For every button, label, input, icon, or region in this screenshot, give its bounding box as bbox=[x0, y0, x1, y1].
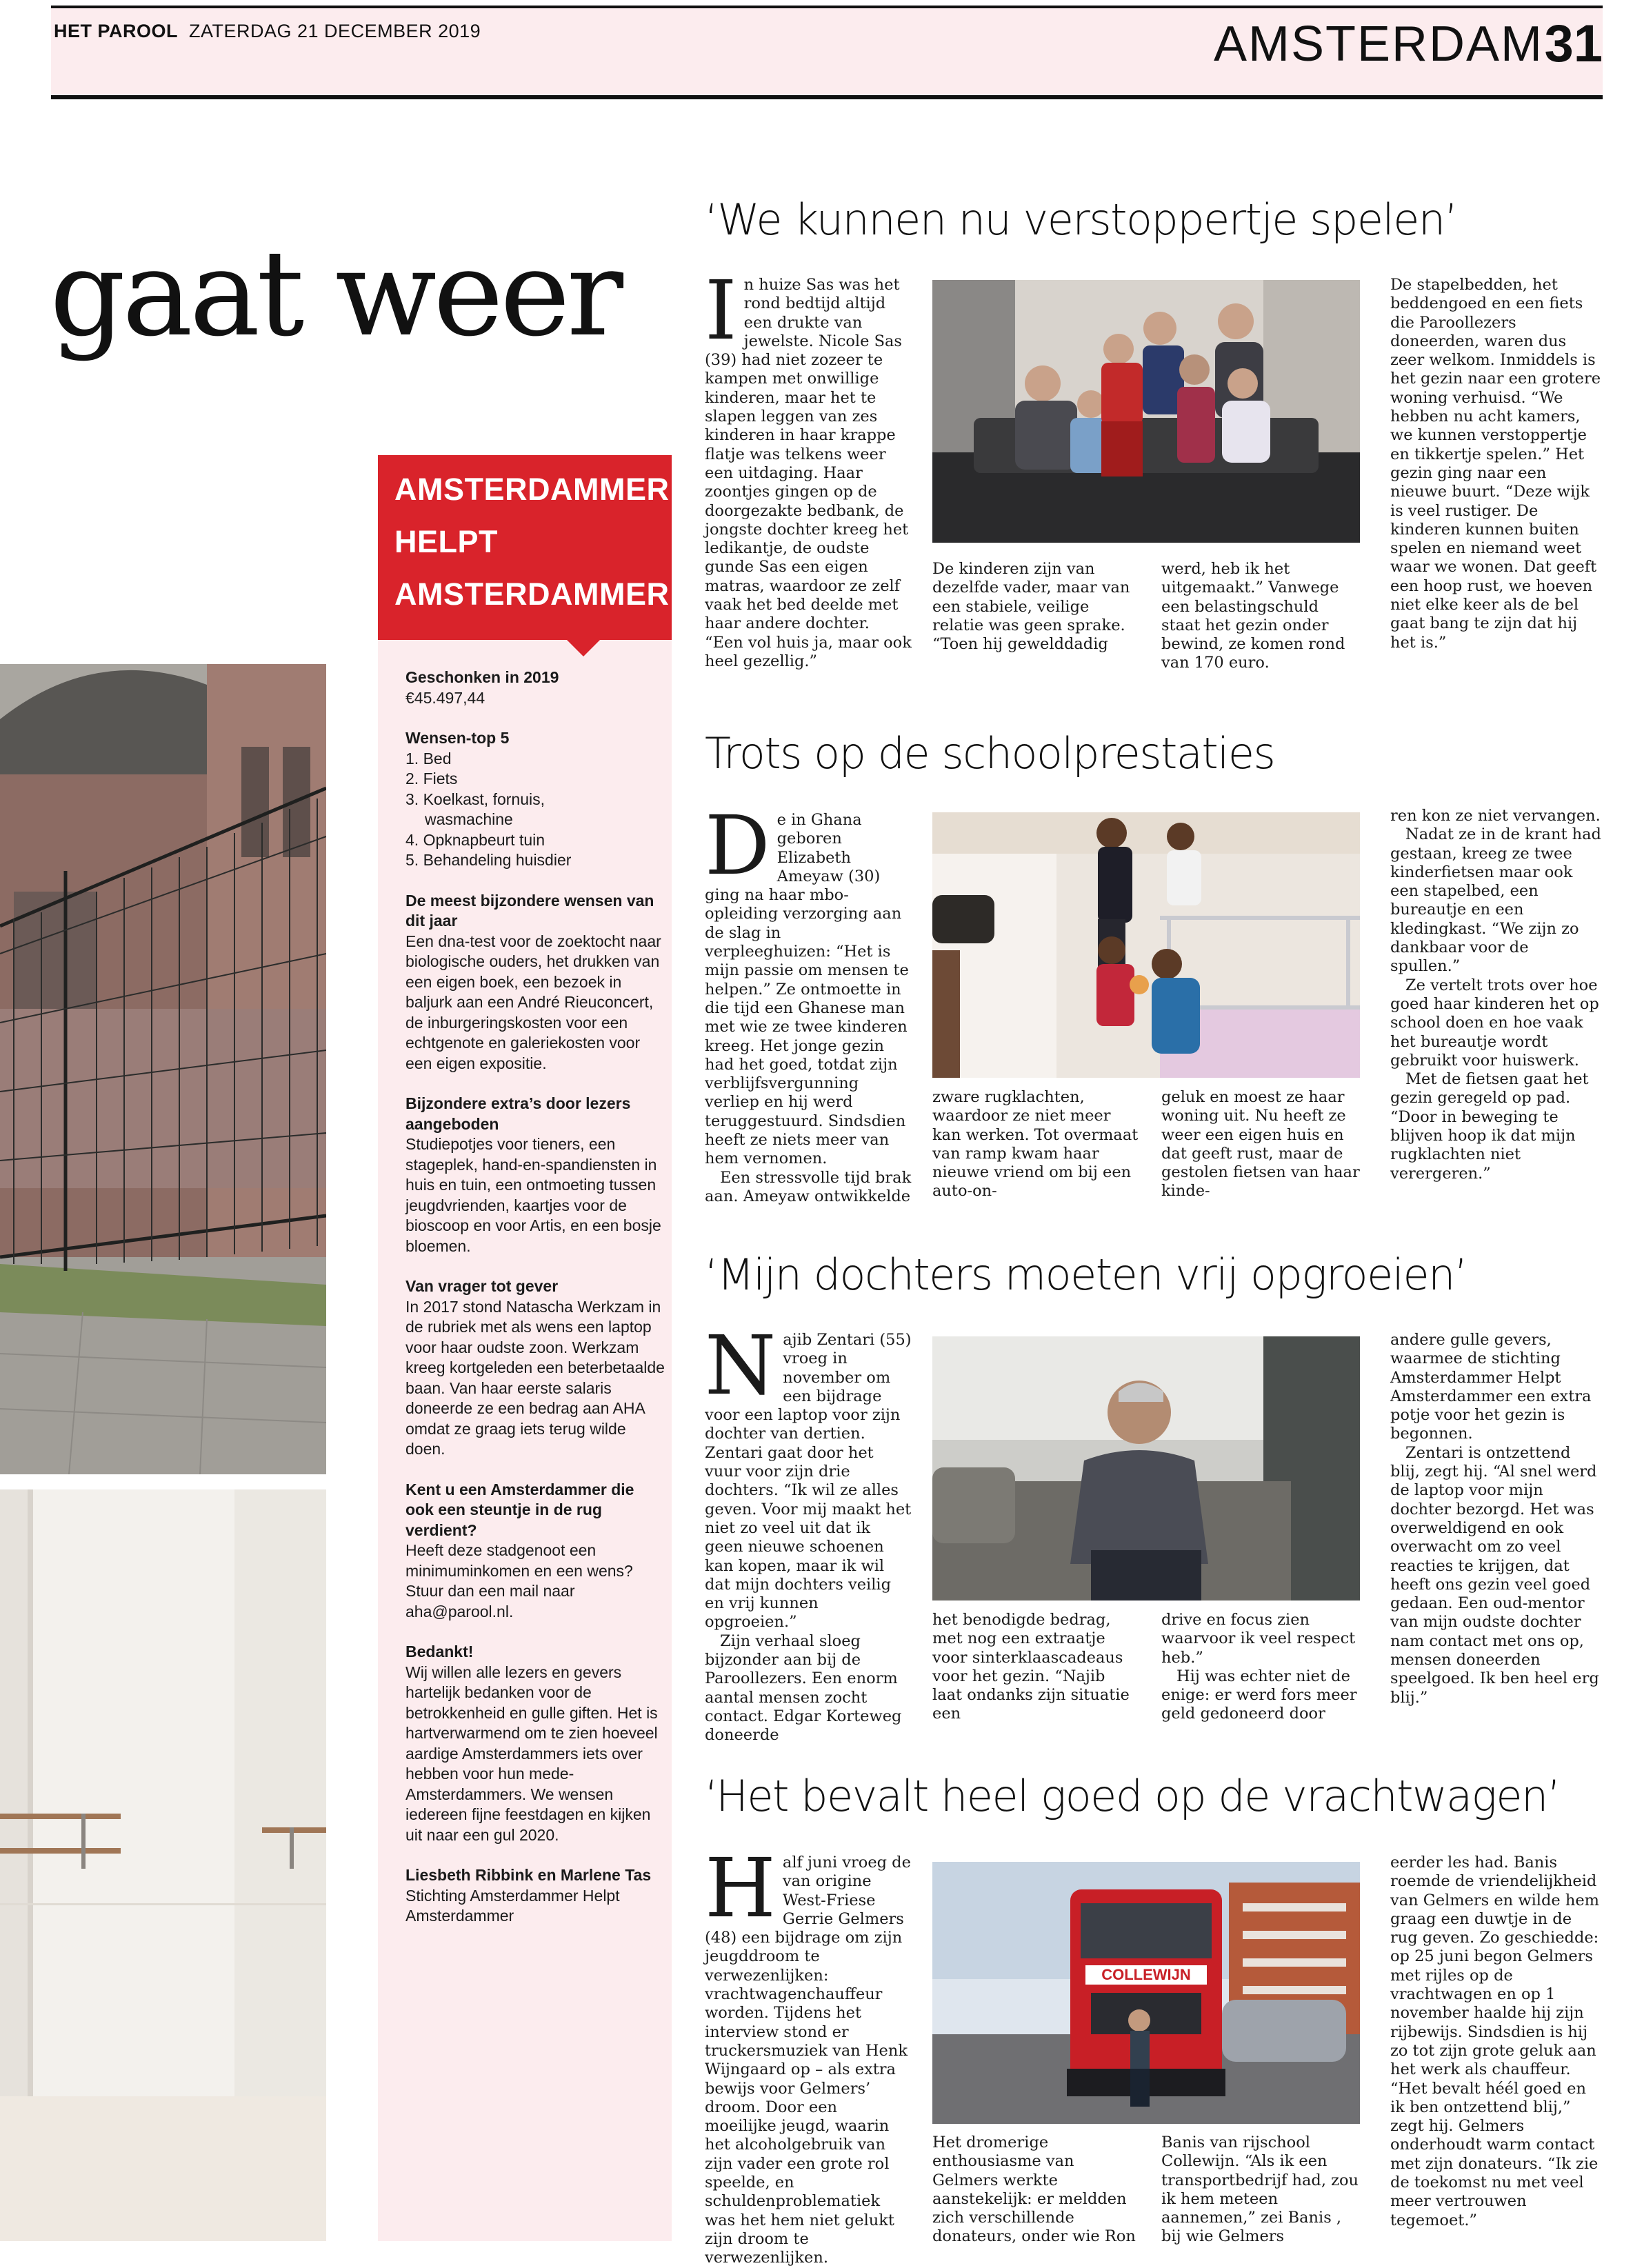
article-title: ‘Mijn dochters moeten vrij opgroeien’ bbox=[705, 1250, 1467, 1300]
family-ameyaw-photo bbox=[932, 812, 1360, 1078]
masthead-line bbox=[54, 21, 481, 42]
sidebar-text bbox=[405, 668, 666, 1947]
family-sas-photo bbox=[932, 280, 1360, 543]
paper-name: HET PAROOL bbox=[54, 21, 178, 41]
article-column bbox=[932, 560, 1139, 654]
top5-item bbox=[405, 810, 666, 830]
article-title: ‘Het bevalt heel goed op de vrachtwagen’ bbox=[705, 1771, 1561, 1821]
giver-heading: Van vrager tot gever bbox=[405, 1277, 559, 1295]
column-text: zware rugklachten, waardoor ze niet meer kan werken. Tot overmaat van ramp kwam haar nieuwe vriend om bij een auto-on- bbox=[932, 1088, 1139, 1201]
extras-heading: Bijzondere extra’s door lezers aangeboden bbox=[405, 1094, 631, 1133]
article-column bbox=[705, 1318, 912, 1745]
column-text: ajib Zentari (55) vroeg in november om een bijdrage voor een laptop voor zijn dochter van dertien. Zentari gaat door het vuur voor zijn drie dochters. “Ik wil ze alles geven. Voor mij maakt het niet zo veel uit dat ik geen nieuwe schoenen kan kopen, maar ik wil dat mijn dochters veilig en vrij kunnen opgroeien.” bbox=[705, 1331, 912, 1632]
article-column bbox=[932, 1611, 1139, 1724]
column-text: geluk en moest ze haar woning uit. Nu heeft ze weer een eigen huis en dat geeft rust, maar de gestolen fietsen van haar kinde- bbox=[1161, 1088, 1360, 1201]
thanks-heading: Bedankt! bbox=[405, 1643, 474, 1660]
column-text: Het dromerige enthousiasme van Gelmers werkte aanstekelijk: er meldden zich verschillende donateurs, onder wie Ron bbox=[932, 2134, 1136, 2246]
top5-item: 4. Opknapbeurt tuin bbox=[405, 830, 545, 849]
column-text: het benodigde bedrag, met nog een extraatje voor sinterklaascadeaus voor het gezin. “Najib laat ondanks zijn situatie een bbox=[932, 1611, 1130, 1723]
column-text: eerder les had. Banis roemde de vriendelijkheid van Gelmers en wilde hem graag een duwtje in de rug geven. Zo geschiedde: op 25 juni begon Gelmers met rijles op de vrachtwagen en op 1 november haalde hij zijn rijbewijs. Sindsdien is hij zo tot zijn grote geluk aan het werk als chauffeur. “Het bevalt héél goed en ik ben ontzettend blij,” zegt hij. Gelmers onderhoudt warm contact met zijn donateurs. “Ik zie de toekomst nu met veel meer vertrouwen tegemoet.” bbox=[1390, 1854, 1599, 2229]
column-text: drive en focus zien waarvoor ik veel respect heb.” bbox=[1161, 1611, 1356, 1667]
column-text: Ze vertelt trots over hoe goed haar kinderen het op school doen en hoe vaak het bureautje wordt gebruikt voor huiswerk. bbox=[1390, 976, 1599, 1070]
truck-logo-text: COLLEWIJN bbox=[1101, 1966, 1191, 1983]
column-text: Nadat ze in de krant had gestaan, kreeg ze twee kinderfietsen maar ook een stapelbed, een bureautje en een kledingkast. “We zijn zo dankbaar voor de spullen.” bbox=[1390, 825, 1601, 976]
column-text: n huize Sas was het rond bedtijd altijd een drukte van jewelste. Nicole Sas (39) had niet zozeer te kampen met onwillige kinderen, maar het te slapen leggen van zes kinderen in haar krappe flatje was telkens weer een uitdaging. Haar zoontjes gingen op de doorgezakte bedbank, de jongste dochter kreeg het ledikantje, de oudste gunde Sas een eigen matras, waardoor ze zelf vaak het bed deelde met haar andere dochter. “Een vol huis ja, maar ook heel gezellig.” bbox=[705, 276, 912, 670]
thanks-text: Wij willen alle lezers en gevers hartelijk bedanken voor de betrokkenheid en gulle giften. Het is hartverwarmend om te zien hoeveel aardige Amsterdammers iets over hebben voor hun mede-Amsterdammers. We wensen iedereen fijne feestdagen en kijken uit naar een gul 2020. bbox=[405, 1663, 658, 1844]
top5-item: 1. Bed bbox=[405, 749, 452, 767]
special-text: Een dna-test voor de zoektocht naar biologische ouders, het drukken van een eigen boek, een bezoek in baljurk aan een André Rieuconcert, de inburgeringskosten voor een echtgenote en galeriekosten voor een eigen expositie. bbox=[405, 932, 661, 1072]
article-column bbox=[705, 263, 912, 671]
top5-item: 5. Behandeling huisdier bbox=[405, 851, 572, 869]
article-column bbox=[1390, 276, 1601, 652]
article-title: Trots op de schoolprestaties bbox=[705, 728, 1275, 779]
article-column bbox=[705, 1840, 912, 2268]
column-text: Zijn verhaal sloeg bijzonder aan bij de Paroollezers. Een enorm aantal mensen zocht contact. Edgar Korteweg doneerde bbox=[705, 1632, 902, 1745]
column-text: De kinderen zijn van dezelfde vader, maar van een stabiele, veilige relatie was geen sprake. “Toen hij gewelddadig bbox=[932, 560, 1130, 654]
top5-label: Wensen-top 5 bbox=[405, 729, 510, 747]
drop-cap: I bbox=[705, 263, 737, 358]
column-text: e in Ghana geboren Elizabeth Ameyaw (30) ging na haar mbo-opleiding verzorging aan de slag in verpleeghuizen: “Het is mijn passie om mensen te helpen.” Ze ontmoette in die tijd een Ghanese man met wie ze twee kinderen kreeg. Het jonge gezin had het goed, totdat zijn verblijfsvergunning verliep en hij werd teruggestuurd. Sindsdien heeft ze niets meer van hem vernomen. bbox=[705, 811, 909, 1168]
column-text: Zentari is ontzettend blij, zegt hij. “Al snel werd de laptop voor mijn dochter bezorgd. Het was overweldigend en ook overwacht om zo veel reacties te krijgen, dat heeft ons gezin veel goed gedaan. Een oud-mentor van mijn oudste dochter nam contact met ons op, mensen doneerden speelgoed. Ik ben heel erg blij.” bbox=[1390, 1443, 1599, 1707]
column-text: Hij was echter niet de enige: er werd fors meer geld gedoneerd door bbox=[1161, 1667, 1357, 1723]
column-text: andere gulle gevers, waarmee de stichting Amsterdammer Helpt Amsterdammer een extra potje voor het gezin is begonnen. bbox=[1390, 1331, 1592, 1443]
drop-cap: H bbox=[705, 1840, 776, 1936]
article-column bbox=[1161, 1611, 1361, 1724]
sidebar-title-line: AMSTERDAMMER bbox=[394, 576, 670, 612]
signature-names: Liesbeth Ribbink en Marlene Tas bbox=[405, 1866, 652, 1884]
drop-cap: D bbox=[705, 798, 770, 893]
extras-text: Studiepotjes voor tieners, een stageplek, hand-en-spandiensten in huis en tuin, een ontmoeting tussen jeugdvrienden, kaartjes voor de bioscoop en voor Artis, en een bosje bloemen. bbox=[405, 1135, 661, 1255]
article-column bbox=[1161, 560, 1361, 673]
column-text: alf juni vroeg de van origine West-Friese Gerrie Gelmers (48) een bijdrage om zijn jeugddroom te verwezenlijken: vrachtwagenchauffeur worden. Tijdens het interview stond er truckersmuziek van Henk Wijngaard op – als extra bewijs voor Gelmers’ droom. Door een moeilijke jeugd, waarin het alcoholgebruik van zijn vader een grote rol speelde, en schuldenproblematiek was het hem niet gelukt zijn droom te verwezenlijken. bbox=[705, 1854, 911, 2267]
know-text: Heeft deze stadgenoot een minimuminkomen en een wens? Stuur dan een mail naar aha@parool.nl. bbox=[405, 1541, 633, 1620]
article-column bbox=[932, 1088, 1139, 1201]
column-text: Banis van rijschool Collewijn. “Als ik een transportbedrijf had, zou ik hem meteen aannemen,” zei Banis , bij wie Gelmers bbox=[1161, 2134, 1359, 2246]
sidebar-title-notch bbox=[565, 639, 601, 656]
hall-photo bbox=[0, 1489, 326, 2241]
sidebar-title-line: AMSTERDAMMER bbox=[394, 472, 670, 507]
know-heading: Kent u een Amsterdammer die ook een steuntje in de rug verdient? bbox=[405, 1480, 634, 1539]
page-number: 31 bbox=[1544, 14, 1603, 73]
column-text: ren kon ze niet vervangen. bbox=[1390, 807, 1601, 825]
section-name: AMSTERDAM bbox=[1213, 17, 1543, 72]
top5-list bbox=[405, 749, 666, 871]
signature-org: Stichting Amsterdammer Helpt Amsterdammer bbox=[405, 1886, 620, 1925]
truck-photo bbox=[932, 1862, 1360, 2124]
zentari-photo bbox=[932, 1336, 1360, 1600]
sidebar-title-line: HELPT bbox=[394, 524, 499, 559]
article-column bbox=[705, 798, 912, 1206]
fence-photo bbox=[0, 664, 326, 1474]
column-text: Een stressvolle tijd brak aan. Ameyaw ontwikkelde bbox=[705, 1168, 912, 1205]
issue-date: ZATERDAG 21 DECEMBER 2019 bbox=[189, 21, 481, 41]
sidebar-title bbox=[394, 463, 670, 621]
header-bottom-rule bbox=[51, 95, 1603, 99]
top5-item: 2. Fiets bbox=[405, 770, 458, 787]
article-column bbox=[932, 2134, 1139, 2247]
page-headline: gaat weer bbox=[50, 224, 621, 363]
drop-cap: N bbox=[705, 1318, 777, 1413]
donated-label: Geschonken in 2019 bbox=[405, 668, 559, 686]
article-column bbox=[1390, 807, 1601, 1183]
top5-item: 3. Koelkast, fornuis, bbox=[405, 790, 545, 808]
column-text: werd, heb ik het uitgemaakt.” Vanwege een belastingschuld staat het gezin onder bewind, ze komen rond van 170 euro. bbox=[1161, 560, 1345, 672]
article-column bbox=[1390, 1854, 1601, 2230]
article-title: ‘We kunnen nu verstoppertje spelen’ bbox=[705, 194, 1457, 245]
article-column bbox=[1161, 2134, 1361, 2247]
article-column bbox=[1161, 1088, 1361, 1201]
article-column bbox=[1390, 1331, 1601, 1707]
column-text: De stapelbedden, het beddengoed en een fiets die Paroollezers doneerden, waren dus zeer welkom. Inmiddels is het gezin naar een grotere woning verhuisd. “We hebben nu acht kamers, we kunnen verstoppertje en tikkertje spelen.” Het gezin ging naar een nieuwe buurt. “Deze wijk is veel rustiger. De kinderen kunnen buiten spelen en niemand weet waar we wonen. Dat geeft een hoop rust, we hoeven niet elke keer als de bel gaat bang te zijn dat hij het is.” bbox=[1390, 276, 1601, 652]
top5-item-continued: wasmachine bbox=[425, 810, 513, 828]
donated-value: €45.497,44 bbox=[405, 688, 485, 707]
special-heading: De meest bijzondere wensen van dit jaar bbox=[405, 891, 654, 930]
giver-text: In 2017 stond Natascha Werkzam in de rubriek met als wens een laptop voor haar oudste zoon. Werkzam kreeg kortgeleden een beterbetaalde baan. Van haar eerste salaris doneerde ze een bedrag aan AHA omdat ze graag iets terug wilde doen. bbox=[405, 1297, 665, 1458]
header-top-rule bbox=[51, 6, 1603, 8]
column-text: Met de fietsen gaat het gezin geregeld op pad. “Door in beweging te blijven hoop ik dat mijn rugklachten niet verergeren.” bbox=[1390, 1070, 1589, 1183]
